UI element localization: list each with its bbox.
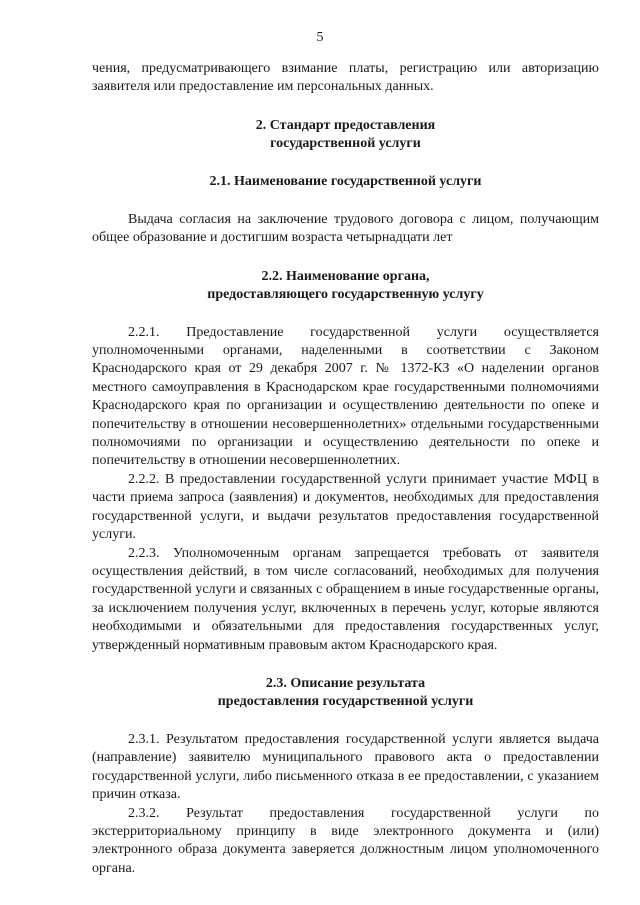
section-2-3-title-line2: предоставления государственной услуги <box>217 693 474 709</box>
section-2-2-heading <box>92 268 599 304</box>
paragraph-2-3-1: 2.3.1. Результатом предоставления государственной услуги является выдача (направление) заявителю муниципального правового акта о предоставлении государственной услуги, либо письменного отказа в ее предоставлении, с указанием причин отказа. <box>92 731 599 803</box>
section-2-1-text: Выдача согласия на заключение трудового договора с лицом, получающим общее образование и достигшим возраста четырнадцати лет <box>92 211 599 246</box>
section-2-2-title-line1: 2.2. Наименование органа, <box>261 268 430 284</box>
page-number: 5 <box>316 30 324 45</box>
section-2-3-title-line1: 2.3. Описание результата <box>265 675 426 691</box>
section-2-title-line1: 2. Стандарт предоставления <box>255 117 436 133</box>
paragraph-2-2-2: 2.2.2. В предоставлении государственной услуги принимает участие МФЦ в части приема запроса (заявления) и документов, необходимых для предоставления государственной услуги, и выдачи результатов предоставления государственной услуги. <box>92 471 599 543</box>
section-2-2-title-line2: предоставляющего государственную услугу <box>207 286 484 302</box>
paragraph-2-3-2: 2.3.2. Результат предоставления государственной услуги по экстерриториальному принципу в виде электронного документа и (или) электронного образа документа заверяется должностным лицом уполномоченного органа. <box>92 805 599 876</box>
paragraph-2-2-3: 2.2.3. Уполномоченным органам запрещается требовать от заявителя осуществления действий, в том числе согласований, необходимых для получения государственной услуги и связанных с обращением в иные государственные органы, за исключением получения услуг, включенных в перечень услуг, которые являются необходимыми и обязательными для предоставления государственных услуг, утвержденный нормативным правовым актом Краснодарского края. <box>92 545 599 653</box>
section-2-heading <box>92 117 599 153</box>
section-2-title-line2: государственной услуги <box>270 135 421 151</box>
page-content <box>92 60 599 878</box>
section-2-1-heading: 2.1. Наименование государственной услуги <box>209 173 482 189</box>
paragraph-2-2-1: 2.2.1. Предоставление государственной услуги осуществляется уполномоченными органами, наделенными в соответствии с Законом Краснодарского края от 29 декабря 2007 г. № 1372-КЗ «О наделении органов местного самоуправления в Краснодарском крае государственными полномочиями Краснодарского края по организации и осуществлению деятельности по опеке и попечительству в отношении несовершеннолетних» отдельными государственными полномочиями по организации и осуществлению деятельности по опеке и попечительству в отношении несовершеннолетних. <box>92 324 599 469</box>
section-2-3-heading <box>92 675 599 711</box>
intro-paragraph: чения, предусматривающего взимание платы, регистрацию или авторизацию заявителя или предоставление им персональных данных. <box>92 61 599 95</box>
